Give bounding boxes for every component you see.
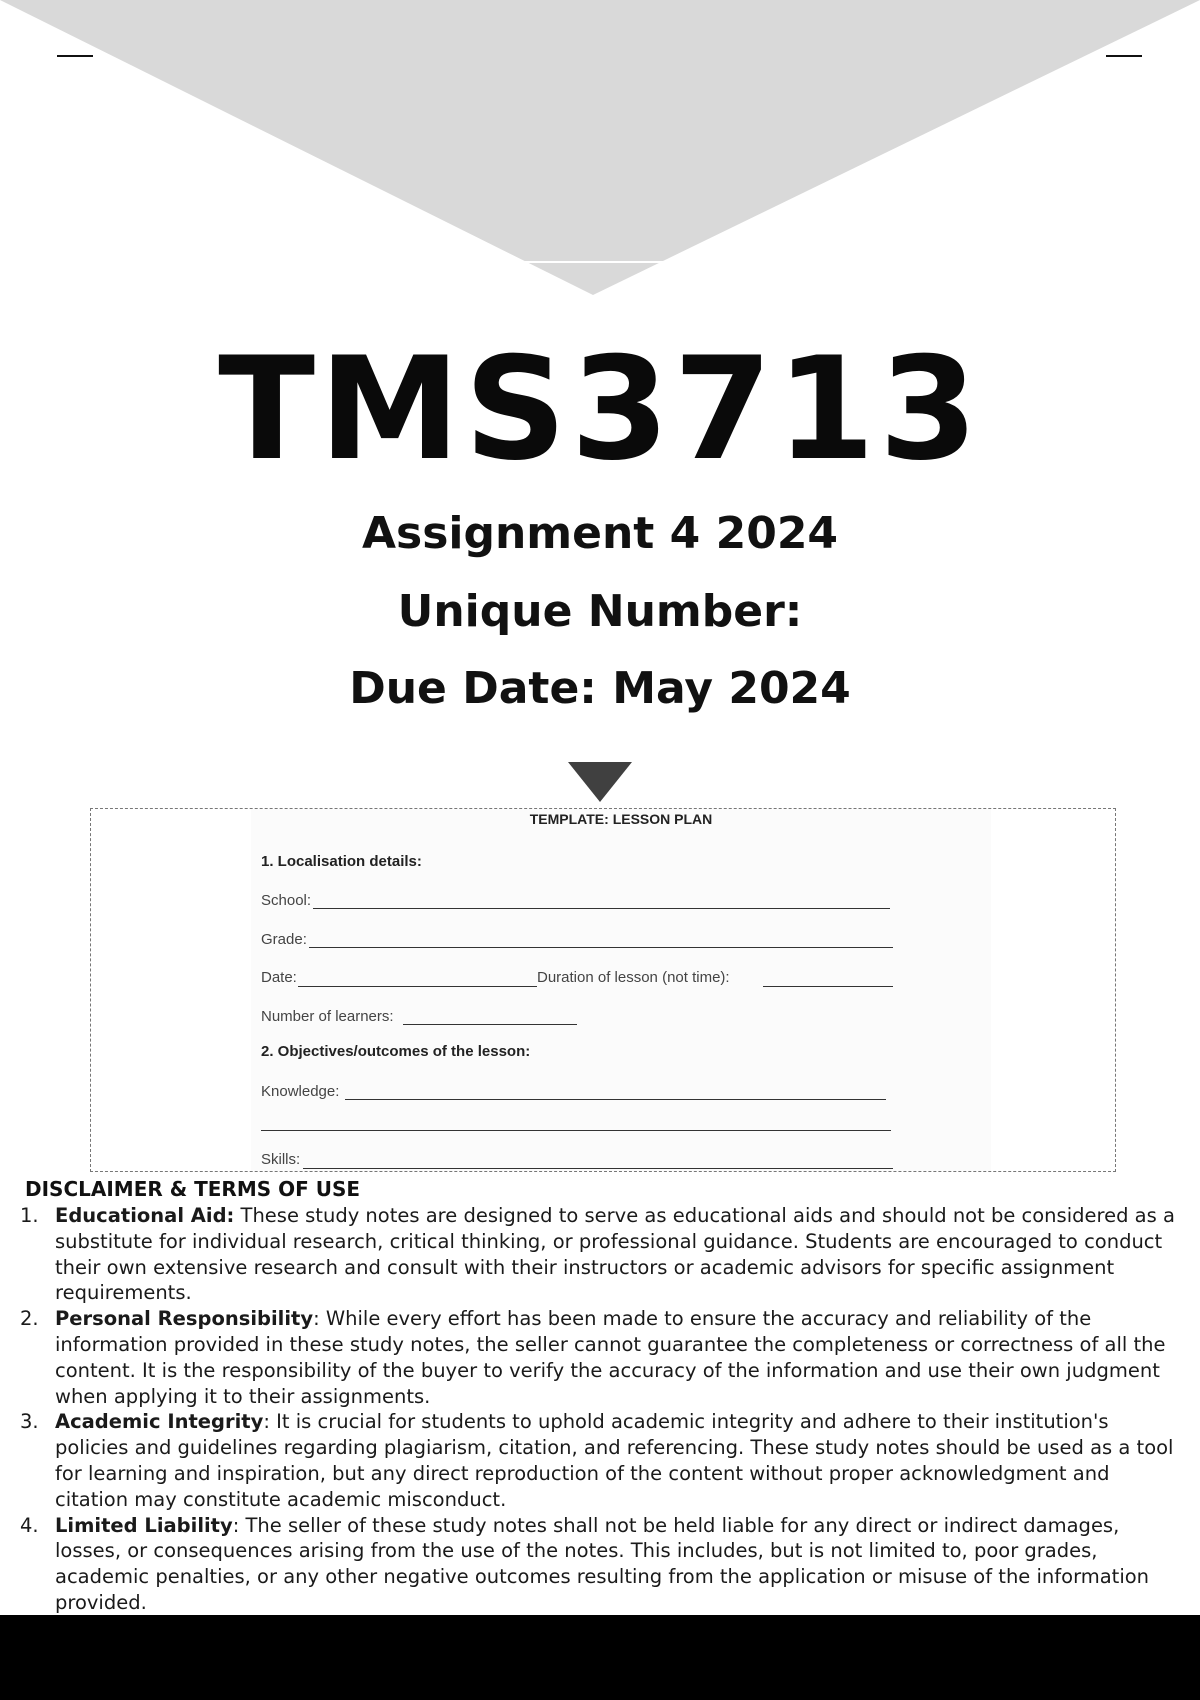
due-date-label: Due Date: May 2024 (349, 663, 851, 714)
item-text: : It is crucial for students to uphold academic integrity and adhere to their institution's policies and guidelines regarding plagiarism, citation, and referencing. These study notes should be used as a tool for learning and inspiration, but any direct reproduction of the content without proper acknowledgment and citation may constitute academic misconduct. (55, 1410, 1174, 1511)
list-item (14, 1513, 1186, 1616)
grade-label: Grade: (261, 931, 307, 948)
cover-banner-chevron (0, 0, 1200, 300)
assignment-title: Assignment 4 2024 (361, 508, 839, 559)
corner-rule-left (57, 55, 93, 57)
unique-number-label: Unique Number: (397, 586, 803, 637)
lesson-plan-template-page (251, 809, 991, 1171)
knowledge-underline (345, 1099, 886, 1100)
localisation-heading: 1. Localisation details: (261, 853, 422, 870)
objectives-heading: 2. Objectives/outcomes of the lesson: (261, 1043, 531, 1060)
skills-underline (303, 1168, 893, 1169)
template-title: TEMPLATE: LESSON PLAN (529, 811, 713, 827)
lesson-plan-template-image (90, 808, 1116, 1172)
list-item (14, 1203, 1186, 1306)
item-number: 3. (20, 1410, 39, 1434)
date-label: Date: (261, 969, 297, 986)
item-title: Personal Responsibility (55, 1307, 314, 1331)
school-label: School: (261, 892, 312, 909)
skills-label: Skills: (261, 1151, 301, 1168)
terms-list (14, 1203, 1186, 1616)
school-underline (313, 908, 890, 909)
duration-underline (763, 986, 893, 987)
grade-underline (309, 947, 893, 948)
item-text: These study notes are designed to serve as educational aids and should not be considered as a substitute for individual research, critical thinking, or professional guidance. Students are encouraged to conduct their own extensive research and consult with their instructors or academic advisors for specific assignment requirements. (55, 1204, 1175, 1305)
item-title: Academic Integrity (55, 1410, 264, 1434)
course-code-title: TMS3713 (218, 327, 982, 492)
item-title: Educational Aid: (55, 1204, 235, 1227)
item-number: 4. (20, 1513, 39, 1537)
duration-label: Duration of lesson (not time): (537, 969, 730, 986)
corner-rule-right (1106, 55, 1142, 57)
item-text: : While every effort has been made to ensure the accuracy and reliability of the information provided in these study notes, the seller cannot guarantee the completeness or correctness of all the content. It is the responsibility of the buyer to verify the accuracy of the information and use their own judgment when applying it to their assignments. (55, 1307, 1166, 1408)
knowledge-label: Knowledge: (261, 1083, 340, 1100)
item-text: : The seller of these study notes shall not be held liable for any direct or indirect damages, losses, or consequences arising from the use of the notes. This includes, but is not limited to, poor grades, academic penalties, or any other negative outcomes resulting from the application or misuse of the information provided. (55, 1513, 1150, 1614)
list-item (14, 1306, 1186, 1409)
item-title: Limited Liability (55, 1513, 233, 1537)
item-number: 2. (20, 1307, 39, 1331)
learners-underline (403, 1024, 577, 1025)
date-underline (298, 986, 537, 987)
item-number: 1. (20, 1204, 39, 1227)
down-arrow-icon (568, 762, 632, 804)
learners-label: Number of learners: (261, 1008, 394, 1025)
disclaimer-heading: DISCLAIMER & TERMS OF USE (25, 1177, 361, 1201)
bottom-black-bar (0, 1615, 1200, 1700)
list-item (14, 1409, 1186, 1512)
knowledge-extra-line (261, 1130, 891, 1131)
